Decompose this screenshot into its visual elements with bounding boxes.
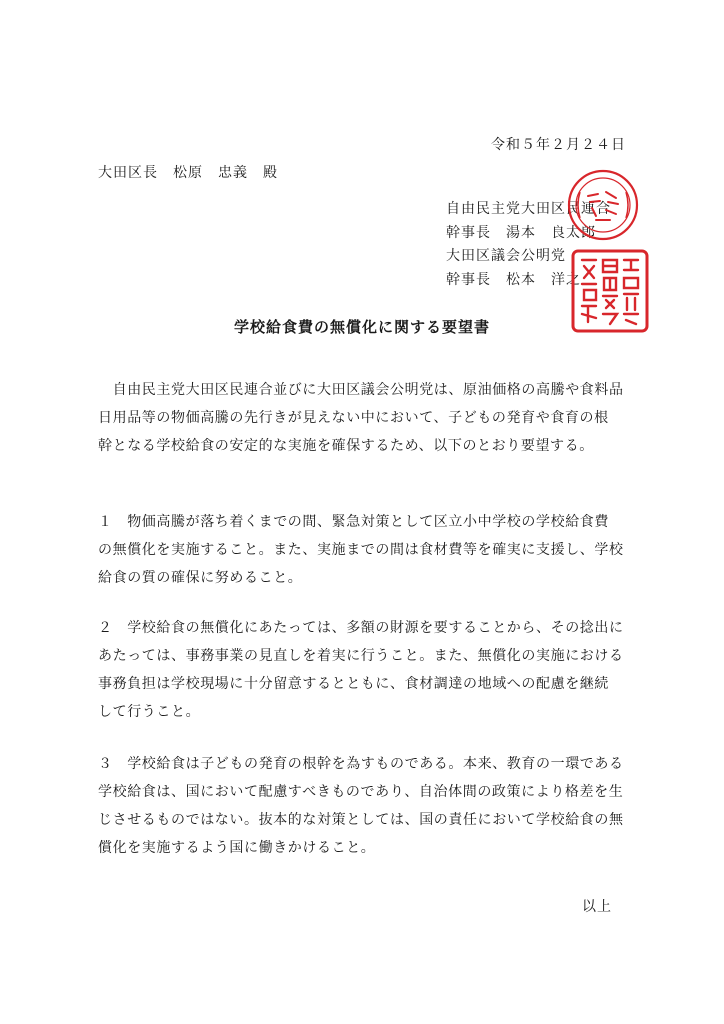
request-line: ２ 学校給食の無償化にあたっては、多額の財源を要することから、その捻出に xyxy=(98,620,624,636)
intro-paragraph xyxy=(98,376,638,460)
request-line: して行うこと。 xyxy=(98,704,201,720)
addressee: 大田区長 松原 忠義 殿 xyxy=(98,165,278,181)
request-line: じさせるものではない。抜本的な対策としては、国の責任において学校給食の無 xyxy=(98,812,624,828)
intro-line: 自由民主党大田区民連合並びに大田区議会公明党は、原油価格の高騰や食料品 xyxy=(98,382,624,398)
request-line: あたっては、事務事業の見直しを着実に行うこと。また、無償化の実施における xyxy=(98,648,624,664)
request-line: 給食の質の確保に努めること。 xyxy=(98,570,303,586)
sender-secretary-2: 幹事長 松本 洋之 xyxy=(446,271,581,288)
sender-party-2: 大田区議会公明党 xyxy=(446,248,566,264)
request-item-3 xyxy=(98,750,638,862)
closing-mark: 以上 xyxy=(582,899,612,915)
request-line: ３ 学校給食は子どもの発育の根幹を為すものである。本来、教育の一環である xyxy=(98,756,624,772)
request-line: 学校給食は、国において配慮すべきものであり、自治体間の政策により格差を生 xyxy=(98,784,624,800)
intro-line: 日用品等の物価高騰の先行きが見えない中において、子どもの発育や食育の根 xyxy=(98,410,609,426)
sender-party-1: 自由民主党大田区民連合 xyxy=(446,201,611,217)
request-line: 償化を実施するよう国に働きかけること。 xyxy=(98,840,376,856)
request-item-1 xyxy=(98,508,638,592)
intro-line: 幹となる学校給食の安定的な実施を確保するため、以下のとおり要望する。 xyxy=(98,438,594,454)
request-line: １ 物価高騰が落ち着くまでの間、緊急対策として区立小中学校の学校給食費 xyxy=(98,514,609,530)
document-title: 学校給食費の無償化に関する要望書 xyxy=(233,318,490,336)
request-item-2 xyxy=(98,614,638,726)
request-line: 事務負担は学校現場に十分留意するとともに、食材調達の地域への配慮を継続 xyxy=(98,676,609,692)
sender-secretary-1: 幹事長 湯本 良太郎 xyxy=(446,224,596,241)
sender-block xyxy=(446,198,611,292)
request-line: の無償化を実施すること。また、実施までの間は食材費等を確実に支援し、学校 xyxy=(98,542,624,558)
document-date: 令和５年２月２４日 xyxy=(491,137,626,153)
